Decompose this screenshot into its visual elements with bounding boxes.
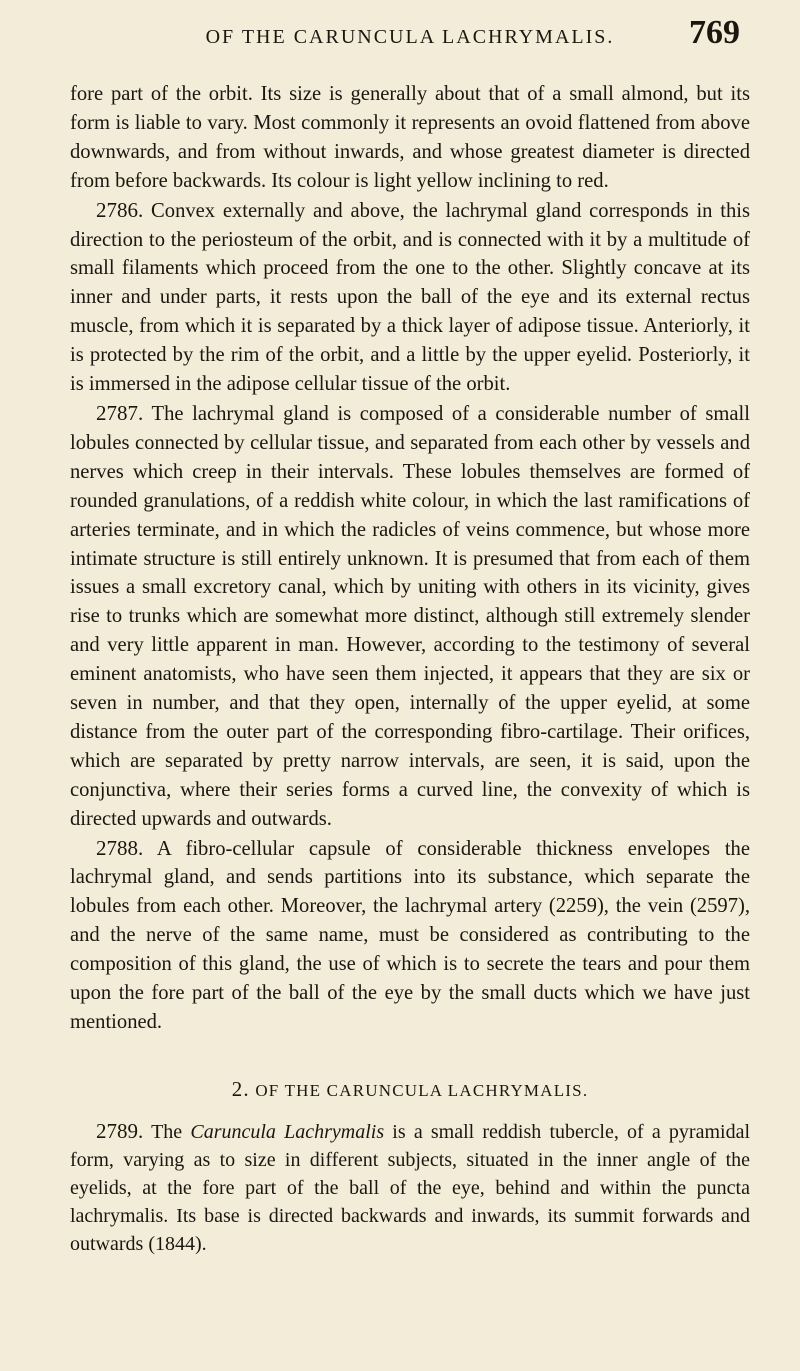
page-number: 769 xyxy=(689,14,740,51)
paragraph-2789 xyxy=(70,1118,750,1259)
paragraph-2787 xyxy=(70,399,750,834)
paragraph-text: Convex externally and above, the lachrymal gland corresponds in this direction to the periosteum of the orbit, and is connected with it by a multitude of small filaments which proceed from the one to the other. Slightly concave at its inner and under parts, it rests upon the ball of the eye and its external rectus muscle, from which it is separated by a thick layer of adipose tissue. Anteriorly, it is protected by the rim of the orbit, and a little by the upper eyelid. Posteriorly, it is immersed in the adipose cellular tissue of the orbit. xyxy=(70,199,750,396)
running-title: OF THE CARUNCULA LACHRYMALIS. xyxy=(205,26,615,48)
section-number: 2. xyxy=(231,1076,250,1101)
caruncula-term: Caruncula Lachrymalis xyxy=(190,1120,385,1143)
running-head xyxy=(70,0,750,60)
paragraph-number: 2787. xyxy=(96,400,144,425)
paragraph-continuation xyxy=(70,80,750,196)
paragraph-text: fore part of the orbit. Its size is generally about that of a small almond, but its form is liable to vary. Most commonly it represents an ovoid flattened from above downwards, and from without inwards, and whose greatest diameter is directed from before backwards. Its colour is light yellow inclining to red. xyxy=(70,83,750,192)
paragraph-text: A fibro-cellular capsule of considerable thickness envelopes the lachrymal gland, and sends partitions into its substance, which separate the lobules from each other. Moreover, the lachrymal artery (2259), the vein (2597), and the nerve of the same name, must be considered as contributing to the composition of this gland, the use of which is to secrete the tears and pour them upon the fore part of the ball of the eye by the small ducts which we have just mentioned. xyxy=(70,837,750,1033)
paragraph-2786 xyxy=(70,196,750,399)
paragraph-text-after: is a small reddish tubercle, of a pyramidal form, varying as to size in different subjects, situated in the inner angle of the eyelids, at the fore part of the ball of the eye, behind and within the puncta lachrymalis. Its base is directed backwards and inwards, its summit forwards and outwards (1844). xyxy=(70,1120,751,1255)
section-heading xyxy=(70,1077,750,1102)
paragraph-number: 2789. xyxy=(96,1118,144,1143)
paragraph-text-before: The xyxy=(151,1120,183,1143)
paragraph-number: 2788. xyxy=(96,835,144,860)
paragraph-text: The lachrymal gland is composed of a considerable number of small lobules connected by cellular tissue, and separated from each other by vessels and nerves which creep in their intervals. These lobules themselves are formed of rounded granulations, of a reddish white colour, in which the last ramifications of arteries terminate, and in which the radicles of veins commence, but whose more intimate structure is still entirely unknown. It is presumed that from each of them issues a small excretory canal, which by uniting with others in its vicinity, gives rise to trunks which are somewhat more distinct, although still extremely slender and very little apparent in man. However, according to the testimony of several eminent anatomists, who have seen them injected, it appears that they are six or seven in number, and that they open, internally of the upper eyelid, at some distance from the outer part of the corresponding fibro-cartilage. Their orifices, which are separated by pretty narrow intervals, are seen, it is said, upon the conjunctiva, where their series forms a curved line, the convexity of which is directed upwards and outwards. xyxy=(70,402,750,830)
body-text xyxy=(70,80,750,1258)
section-title: OF THE CARUNCULA LACHRYMALIS. xyxy=(255,1080,589,1100)
paragraph-2788 xyxy=(70,834,750,1037)
paragraph-number: 2786. xyxy=(96,197,144,222)
